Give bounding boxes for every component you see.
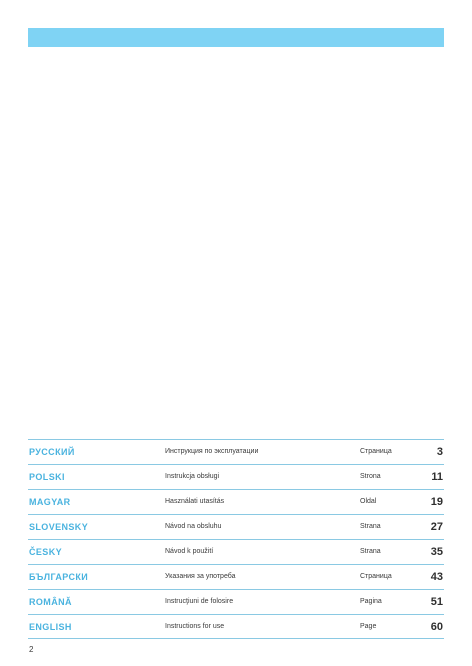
toc-page-number: 60 — [430, 621, 443, 633]
toc-page-word: Page — [360, 623, 377, 630]
toc-page-word: Strana — [360, 523, 381, 530]
toc-page-number: 27 — [430, 521, 443, 533]
toc-title: Használati utasítás — [165, 498, 225, 505]
toc-language: РУССКИЙ — [29, 447, 75, 457]
toc-language: ČESKY — [29, 547, 63, 557]
toc-row-slovak — [28, 514, 444, 539]
toc-title: Указания за употреба — [165, 573, 236, 580]
toc-title: Instrucţiuni de folosire — [165, 598, 234, 605]
toc-row-hungarian — [28, 489, 444, 514]
toc-title: Návod na obsluhu — [165, 523, 222, 530]
toc-page-number: 3 — [436, 446, 443, 458]
toc-title: Инструкция по эксплуатации — [165, 448, 259, 455]
toc-language: ENGLISH — [29, 622, 72, 632]
toc-language: SLOVENSKY — [29, 522, 89, 532]
toc-page-word: Страница — [360, 573, 392, 580]
toc-page-word: Pagina — [360, 598, 382, 605]
toc-page-number: 43 — [430, 571, 443, 583]
toc-title: Instructions for use — [165, 623, 225, 630]
toc-language: БЪЛГАРСКИ — [29, 572, 89, 582]
table-of-contents — [28, 439, 444, 639]
toc-page-number: 11 — [431, 471, 443, 483]
toc-row-romanian — [28, 589, 444, 614]
toc-page-number: 35 — [430, 546, 443, 558]
toc-row-czech — [28, 539, 444, 564]
toc-language: POLSKI — [29, 472, 65, 482]
toc-language: MAGYAR — [29, 497, 71, 507]
toc-title: Návod k použití — [165, 548, 214, 555]
header-color-band — [28, 28, 444, 47]
toc-row-polish — [28, 464, 444, 489]
page-number: 2 — [29, 645, 34, 654]
toc-row-russian — [28, 439, 444, 464]
toc-page-word: Oldal — [360, 498, 377, 505]
toc-page-word: Strana — [360, 548, 381, 555]
toc-title: Instrukcja obsługi — [165, 473, 220, 480]
toc-language: ROMÂNĂ — [29, 597, 72, 607]
toc-page-number: 19 — [430, 496, 443, 508]
toc-page-word: Страница — [360, 448, 392, 455]
toc-row-english — [28, 614, 444, 639]
toc-page-number: 51 — [430, 596, 443, 608]
toc-page-word: Strona — [360, 473, 381, 480]
toc-row-bulgarian — [28, 564, 444, 589]
